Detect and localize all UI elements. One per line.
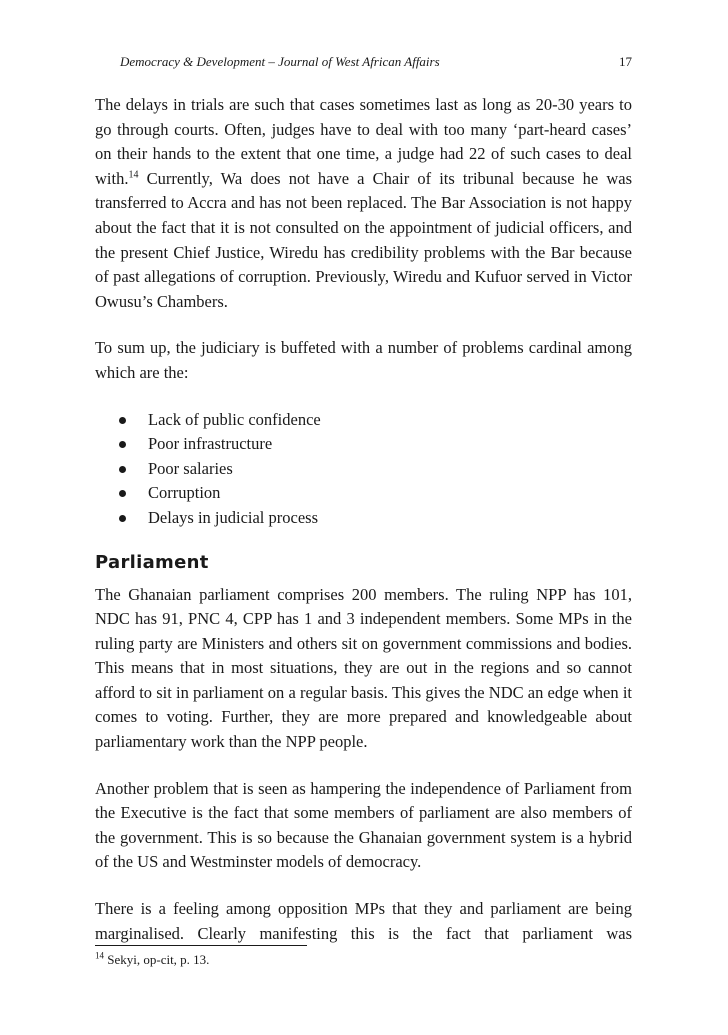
section-heading-parliament: Parliament [95,551,209,573]
footnote-reference: 14 [128,169,139,181]
bullet-icon [119,466,126,473]
paragraph-sum-up: To sum up, the judiciary is buffeted with a number of problems cardinal among which are the: [95,338,632,382]
list-item: Poor infrastructure [95,432,632,457]
bullet-icon [119,515,126,522]
paragraph-parliament-composition: The Ghanaian parliament comprises 200 members. The ruling NPP has 101, NDC has 91, PNC 4, CPP has 1 and 3 independent members. Some MPs in the ruling party are Ministers and others sit on government commissions and bodies. This means that in most situations, they are out in the regions and so cannot afford to sit in parliament on a regular basis. This gives the NDC an edge when it comes to voting. Further, they are more prepared and knowledgeable about parliamentary work than the NPP people. [95,584,632,752]
footnote [95,952,209,968]
page-body [95,93,632,946]
paragraph-text: Currently, Wa does not have a Chair of its tribunal because he was transferred to Accra and has not been replaced. The Bar Association is not happy about the fact that it is not consulted on the appointment of judicial officers, and the present Chief Justice, Wiredu has credibility problems with the Bar because of past allegations of corruption. Previously, Wiredu and Kufuor served in Victor Owusu’s Chambers. [95,168,632,311]
paragraph-parliament-independence: Another problem that is seen as hampering the independence of Parliament from the Executive is the fact that some members of parliament are also members of the government. This is so because the Ghanaian government system is a hybrid of the US and Westminster models of democracy. [95,778,632,872]
journal-title: Democracy & Development – Journal of West African Affairs [120,54,440,69]
footnote-number: 14 [95,950,104,961]
bullet-icon [119,441,126,448]
page-number: 17 [619,54,632,69]
list-item: Lack of public confidence [95,408,632,433]
footnote-text: Sekyi, op-cit, p. 13. [104,952,210,967]
list-item: Corruption [95,481,632,506]
running-header [120,54,632,74]
bullet-icon [119,417,126,424]
problems-list [95,408,632,531]
list-item: Poor salaries [95,457,632,482]
bullet-icon [119,490,126,497]
paragraph-opposition-marginalised: There is a feeling among opposition MPs that they and parliament are being marginalised. Clearly manifesting this is the fact that parliament was [95,899,632,943]
paragraph-text: The delays in trials are such that cases sometimes last as long as 20-30 years to go through courts. Often, judges have to deal with too many ‘part-heard cases’ on their hands to the extent that one time, a judge had 22 of such cases to deal with. [95,95,632,188]
list-item: Delays in judicial process [95,506,632,531]
paragraph-court-delays [95,93,632,314]
footnote-divider [95,945,307,946]
